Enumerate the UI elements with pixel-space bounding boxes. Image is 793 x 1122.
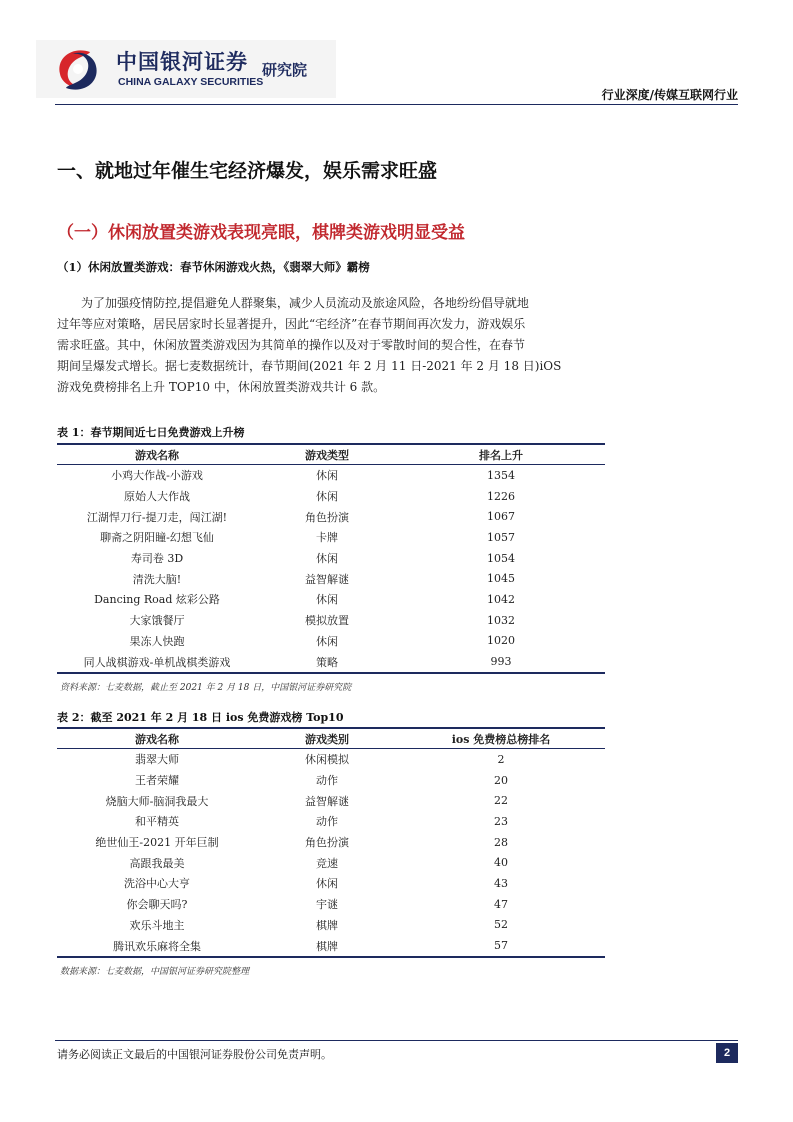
logo-institute: 研究院: [262, 61, 308, 79]
table-row: [57, 506, 605, 527]
rank-rise-cell: 1032: [487, 613, 515, 627]
table-row: [57, 486, 605, 507]
game-name-cell: 聊斋之阴阳瞳-幻想飞仙: [100, 531, 214, 545]
game-category-cell: 动作: [316, 815, 338, 829]
game-type-cell: 策略: [257, 651, 397, 673]
paragraph-line: 过年等应对策略，居民居家时长显著提升，因此“宅经济”在春节期间再次发力，游戏娱乐: [57, 317, 526, 331]
rank-rise-cell: 993: [397, 651, 605, 673]
game-category-cell: 休闲: [316, 877, 338, 891]
column-header: 游戏名称: [57, 728, 257, 749]
game-type-cell: 卡牌: [316, 531, 338, 545]
paragraph-line: 游戏免费榜排名上升 TOP10 中，休闲放置类游戏共计 6 款。: [57, 380, 386, 394]
logo-english-name: CHINA GALAXY SECURITIES: [118, 76, 264, 88]
rank-rise-cell: 1226: [487, 489, 515, 503]
rank-rise-cell: 1054: [487, 551, 515, 565]
galaxy-swirl-logo-icon: [50, 44, 106, 94]
game-name-cell: 烧脑大师-脑洞我最大: [105, 794, 209, 808]
rank-rise-cell: 1067: [487, 510, 515, 524]
column-header: 游戏名称: [57, 444, 257, 465]
game-category-cell: 角色扮演: [305, 836, 349, 850]
page-number: 2: [716, 1043, 738, 1063]
logo-chinese-name: 中国银河证券: [116, 50, 248, 74]
ios-rank-cell: 22: [494, 794, 508, 808]
table-row: [57, 465, 605, 486]
table-row: [57, 589, 605, 610]
game-category-cell: 棋牌: [316, 918, 338, 932]
table2: [57, 727, 605, 958]
game-category-cell: 宇谜: [316, 898, 338, 912]
paragraph-line: 为了加强疫情防控,提倡避免人群聚集，减少人员流动及旅途风险，各地纷纷倡导就地: [81, 296, 529, 310]
game-name-cell: 清洗大脑!: [132, 572, 182, 586]
game-type-cell: 模拟放置: [305, 614, 349, 628]
game-name-cell: 果冻人快跑: [129, 634, 185, 648]
game-name-cell: Dancing Road 炫彩公路: [94, 593, 220, 607]
table2-source: 数据来源：七麦数据，中国银河证券研究院整理: [60, 967, 250, 977]
game-name-cell: 高跟我最美: [129, 856, 185, 870]
table-row: [57, 770, 605, 791]
table-row: [57, 527, 605, 548]
game-name-cell: 同人战棋游戏-单机战棋类游戏: [57, 651, 257, 673]
game-name-cell: 洗浴中心大亨: [124, 877, 190, 891]
game-type-cell: 休闲: [316, 490, 338, 504]
table1: [57, 443, 605, 674]
game-name-cell: 大家饿餐厅: [129, 614, 185, 628]
table-row: [57, 790, 605, 811]
game-type-cell: 休闲: [316, 634, 338, 648]
table-row: [57, 852, 605, 873]
game-type-cell: 休闲: [316, 552, 338, 566]
game-type-cell: 角色扮演: [305, 510, 349, 524]
ios-rank-cell: 57: [397, 935, 605, 957]
table-row: [57, 631, 605, 652]
ios-rank-cell: 43: [494, 876, 508, 890]
game-name-cell: 和平精英: [135, 815, 179, 829]
report-category: 行业深度/传媒互联网行业: [601, 88, 738, 102]
column-header: 游戏类别: [257, 728, 397, 749]
ios-rank-cell: 47: [494, 897, 508, 911]
paragraph-line: 需求旺盛。其中，休闲放置类游戏因为其简单的操作以及对于零散时间的契合性，在春节: [57, 338, 526, 352]
table2-caption: 表 2：截至 2021 年 2 月 18 日 ios 免费游戏榜 Top10: [57, 711, 344, 724]
table1-source: 资料来源：七麦数据，截止至 2021 年 2 月 18 日，中国银河证券研究院: [60, 683, 352, 693]
footer-divider: [55, 1040, 738, 1041]
game-type-cell: 休闲: [316, 469, 338, 483]
ios-rank-cell: 2: [497, 752, 505, 766]
section-heading: 一、就地过年催生宅经济爆发，娱乐需求旺盛: [57, 160, 438, 182]
game-category-cell: 动作: [316, 774, 338, 788]
table-row: [57, 832, 605, 853]
table-row: [57, 749, 605, 770]
header-divider: [55, 104, 738, 105]
column-header: 排名上升: [397, 444, 605, 465]
game-name-cell: 小鸡大作战-小游戏: [111, 469, 203, 483]
rank-rise-cell: 1057: [487, 530, 515, 544]
ios-rank-cell: 20: [494, 773, 508, 787]
game-name-cell: 欢乐斗地主: [129, 918, 185, 932]
game-category-cell: 竞速: [316, 856, 338, 870]
game-category-cell: 棋牌: [257, 935, 397, 957]
table-row: [57, 915, 605, 936]
game-type-cell: 益智解谜: [305, 572, 349, 586]
game-name-cell: 王者荣耀: [135, 774, 179, 788]
table-row: [57, 651, 605, 673]
table-row: [57, 568, 605, 589]
column-header: 游戏类型: [257, 444, 397, 465]
column-header: ios 免费榜总榜排名: [397, 728, 605, 749]
table-row: [57, 811, 605, 832]
game-name-cell: 寿司卷 3D: [130, 552, 184, 566]
ios-rank-cell: 23: [494, 814, 508, 828]
table-header-row: [57, 728, 605, 749]
table1-caption: 表 1：春节期间近七日免费游戏上升榜: [57, 426, 245, 439]
table-row: [57, 894, 605, 915]
ios-rank-cell: 40: [494, 856, 508, 870]
game-type-cell: 休闲: [316, 593, 338, 607]
subsection-heading: （一）休闲放置类游戏表现亮眼，棋牌类游戏明显受益: [57, 223, 465, 243]
game-name-cell: 翡翠大师: [135, 753, 179, 767]
table-row: [57, 548, 605, 569]
table-row: [57, 610, 605, 631]
game-name-cell: 原始人大作战: [124, 490, 190, 504]
table-row: [57, 873, 605, 894]
table-header-row: [57, 444, 605, 465]
table-row: [57, 935, 605, 957]
game-category-cell: 益智解谜: [305, 794, 349, 808]
brand-logo: [36, 40, 336, 98]
ios-rank-cell: 52: [494, 918, 508, 932]
sub-subsection-heading: （1）休闲放置类游戏：春节休闲游戏火热，《翡翠大师》霸榜: [57, 260, 370, 274]
game-name-cell: 绝世仙王-2021 开年巨制: [95, 836, 219, 850]
rank-rise-cell: 1354: [487, 468, 515, 482]
body-paragraph: [57, 293, 583, 398]
game-name-cell: 你会聊天吗?: [126, 898, 188, 912]
ios-rank-cell: 28: [494, 835, 508, 849]
game-category-cell: 休闲模拟: [305, 753, 349, 767]
game-name-cell: 江湖悍刀行-提刀走，闯江湖!: [86, 510, 228, 524]
rank-rise-cell: 1020: [487, 634, 515, 648]
paragraph-line: 期间呈爆发式增长。据七麦数据统计，春节期间(2021 年 2 月 11 日-2021 年 2 月 18 日)iOS: [57, 359, 562, 373]
footer-disclaimer: 请务必阅读正文最后的中国银河证券股份公司免责声明。: [57, 1048, 332, 1061]
rank-rise-cell: 1045: [487, 572, 515, 586]
game-name-cell: 腾讯欢乐麻将全集: [57, 935, 257, 957]
rank-rise-cell: 1042: [487, 592, 515, 606]
